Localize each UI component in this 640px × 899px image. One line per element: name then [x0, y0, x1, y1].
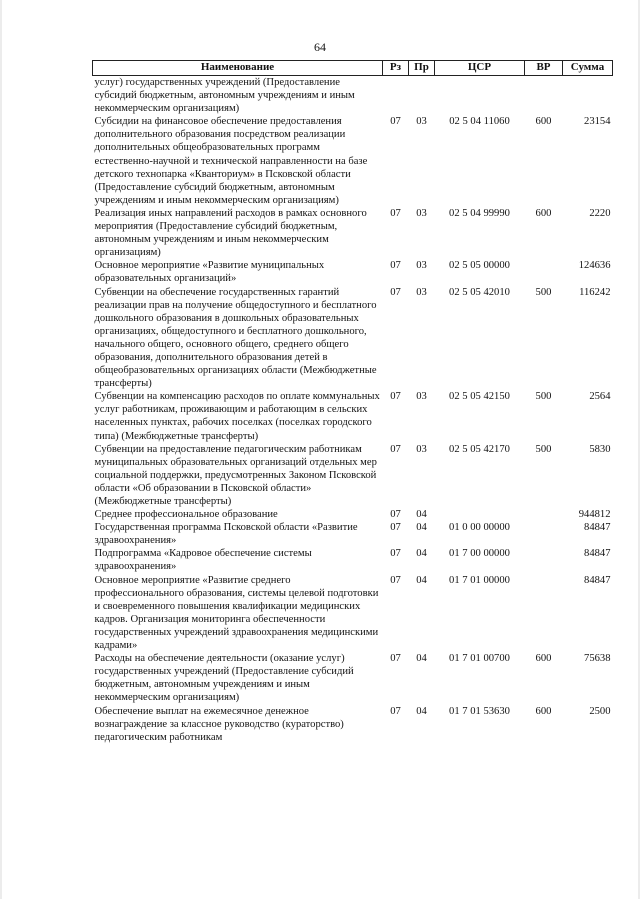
row-csr: 01 0 00 00000 [449, 522, 510, 534]
row-pr: 03 [416, 391, 427, 403]
page-number: 64 [314, 40, 326, 54]
table-row [93, 547, 613, 573]
row-rz: 07 [390, 260, 401, 272]
table-header-row [93, 61, 613, 76]
row-sum: 2564 [589, 391, 611, 403]
row-vr: 600 [535, 705, 552, 717]
row-pr [409, 76, 435, 116]
row-sum: 75638 [584, 653, 611, 665]
row-csr: 01 7 01 00000 [449, 574, 510, 586]
row-vr: 500 [535, 391, 552, 403]
row-pr: 03 [416, 207, 427, 219]
table-row [93, 705, 613, 744]
row-sum: 116242 [579, 286, 611, 298]
row-csr: 02 5 05 00000 [449, 260, 510, 272]
row-sum: 84847 [584, 522, 611, 534]
table-row [93, 259, 613, 285]
row-rz: 07 [390, 574, 401, 586]
row-name: Обеспечение выплат на ежемесячное денежное вознаграждение за классное руководство (кураторство) педагогическим работникам [94, 705, 344, 743]
row-csr [435, 508, 525, 521]
row-pr: 04 [416, 653, 427, 665]
row-vr: 500 [535, 286, 552, 298]
row-vr: 500 [535, 443, 552, 455]
row-sum: 124636 [578, 260, 611, 272]
budget-table [92, 60, 613, 744]
row-vr [525, 259, 563, 285]
row-pr: 03 [416, 260, 427, 272]
row-csr: 02 5 04 11060 [449, 116, 510, 128]
row-csr: 01 7 01 53630 [449, 705, 510, 717]
row-rz: 07 [390, 286, 401, 298]
row-sum: 2220 [589, 207, 611, 219]
column-header-csr: ЦСР [435, 61, 525, 76]
row-name: Основное мероприятие «Развитие муниципальных образовательных организаций» [94, 260, 325, 285]
column-header-name: Наименование [93, 61, 383, 76]
table-row [93, 76, 613, 116]
table-row [93, 574, 613, 653]
row-name: Среднее профессиональное образование [94, 509, 278, 521]
column-header-vr: ВР [525, 61, 563, 76]
row-vr [525, 521, 563, 547]
table-row [93, 115, 613, 207]
scan-edge-left [0, 0, 2, 899]
row-pr: 04 [416, 705, 427, 717]
row-vr [525, 547, 563, 573]
table-row [93, 508, 613, 521]
row-csr: 02 5 04 99990 [449, 207, 510, 219]
row-name: услуг) государственных учреждений (Предоставление субсидий бюджетным, автономным учреждениям и иным некоммерческим организациям) [94, 77, 355, 115]
column-header-sum: Сумма [563, 61, 613, 76]
row-sum: 23154 [584, 116, 611, 128]
row-rz: 07 [390, 548, 401, 560]
row-csr: 01 7 01 00700 [449, 653, 510, 665]
table-row [93, 652, 613, 704]
row-sum: 84847 [584, 548, 611, 560]
row-sum: 5830 [589, 443, 611, 455]
table-body [93, 76, 613, 744]
row-vr: 600 [535, 116, 552, 128]
row-sum: 84847 [584, 574, 611, 586]
row-csr: 01 7 00 00000 [449, 548, 510, 560]
row-pr: 04 [416, 548, 427, 560]
column-header-rz: Рз [383, 61, 409, 76]
row-sum: 944812 [578, 509, 611, 521]
row-pr: 03 [416, 286, 427, 298]
table-row [93, 207, 613, 259]
row-vr: 600 [535, 207, 552, 219]
row-pr: 03 [416, 443, 427, 455]
row-rz: 07 [390, 207, 401, 219]
row-name: Субвенции на компенсацию расходов по оплате коммунальных услуг работникам, проживающим и работающим в сельских населенных пунктах, рабочих поселках (поселках городского типа) (Межбюджетные трансферты) [94, 391, 380, 442]
row-name: Субсидии на финансовое обеспечение предоставления дополнительного образования посредством реализации дополнительных общеобразовательных программ естественно-научной и технической направленности на базе детского технопарка «Кванториум» в Псковской области (Предоставление субсидий бюджетным, автономным учреждениям и иным некоммерческим организациям) [94, 116, 368, 206]
row-name: Расходы на обеспечение деятельности (оказание услуг) государственных учреждений (Предоставление субсидий бюджетным, автономным учреждениям и иным некоммерческим организациям) [94, 653, 354, 704]
row-sum: 2500 [589, 705, 611, 717]
row-pr: 03 [416, 116, 427, 128]
row-csr: 02 5 05 42150 [449, 391, 510, 403]
table-row [93, 390, 613, 442]
row-name: Субвенции на обеспечение государственных гарантий реализации прав на получение общедоступного и бесплатного дошкольного образования в дошкольных образовательных организациях, общедоступного и бесплатного дошкольного, начального общего, основного общего, среднего общего образования, дополнительного образования детей в общеобразовательных организациях области (Межбюджетные трансферты) [94, 286, 377, 390]
row-rz [383, 76, 409, 116]
row-csr [435, 76, 525, 116]
row-vr [525, 76, 563, 116]
row-rz: 07 [390, 522, 401, 534]
row-pr: 04 [416, 574, 427, 586]
row-pr: 04 [416, 522, 427, 534]
row-sum [563, 76, 613, 116]
row-rz: 07 [390, 443, 401, 455]
row-rz: 07 [390, 391, 401, 403]
row-name: Субвенции на предоставление педагогическим работникам муниципальных образовательных организаций отдельных мер социальной поддержки, предусмотренных Законом Псковской области «Об образовании в Псковской области» (Межбюджетные трансферты) [94, 443, 377, 507]
row-csr: 02 5 05 42170 [449, 443, 510, 455]
row-rz: 07 [390, 509, 401, 521]
table-row [93, 443, 613, 508]
row-name: Государственная программа Псковской области «Развитие здравоохранения» [94, 522, 358, 547]
row-name: Подпрограмма «Кадровое обеспечение системы здравоохранения» [94, 548, 312, 573]
row-csr: 02 5 05 42010 [449, 286, 510, 298]
row-name: Основное мероприятие «Развитие среднего профессионального образования, системы целевой подготовки и своевременного повышения квалификации медицинских кадров. Организация мониторинга обеспеченности государственных учреждений здравоохранения медицинскими кадрами» [94, 574, 379, 652]
row-vr [525, 508, 563, 521]
table-row [93, 521, 613, 547]
column-header-pr: Пр [409, 61, 435, 76]
row-rz: 07 [390, 705, 401, 717]
row-name: Реализация иных направлений расходов в рамках основного мероприятия (Предоставление субсидий бюджетным, автономным учреждениям и иным некоммерческим организациям) [94, 207, 367, 259]
table-row [93, 286, 613, 391]
row-rz: 07 [390, 116, 401, 128]
row-vr: 600 [535, 653, 552, 665]
row-rz: 07 [390, 653, 401, 665]
row-vr [525, 574, 563, 653]
row-pr: 04 [416, 509, 427, 521]
